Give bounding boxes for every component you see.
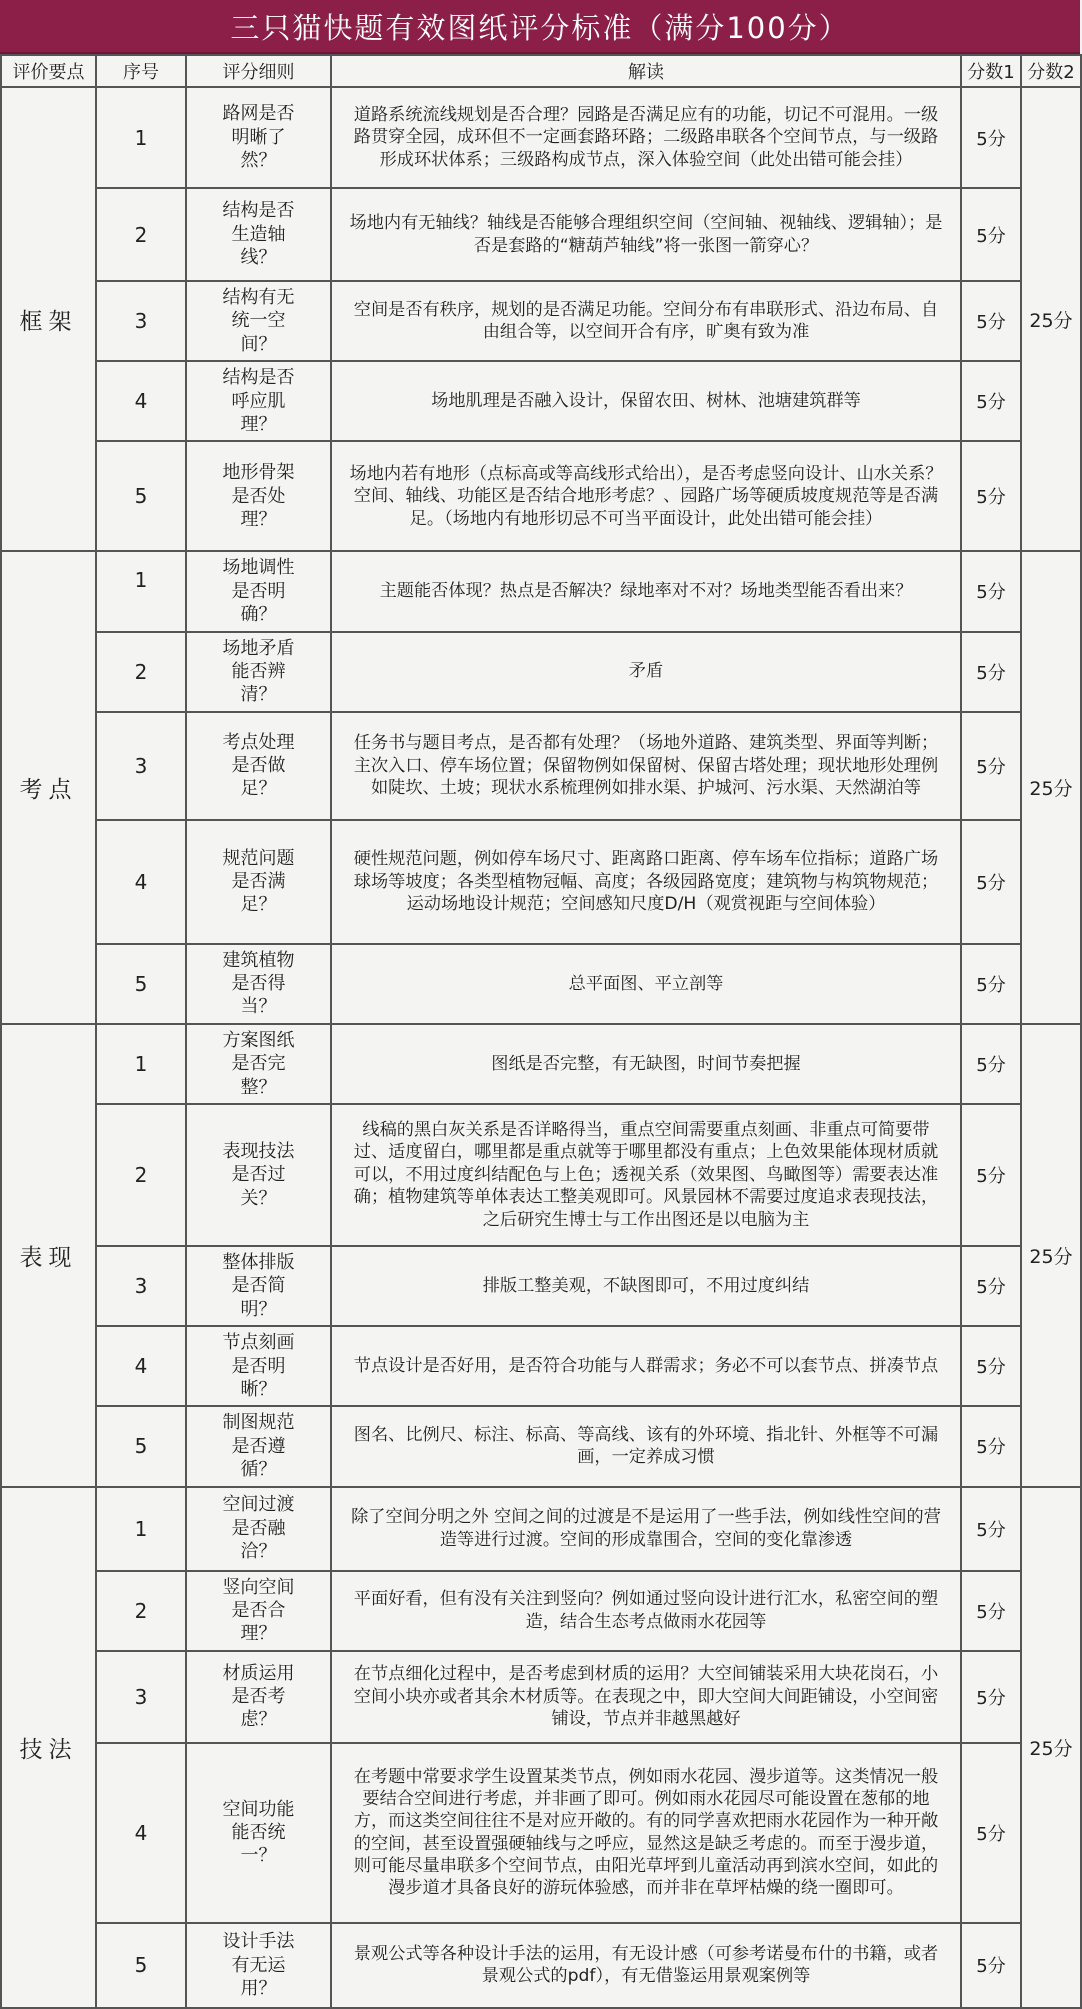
- score-cell: 5分: [961, 188, 1021, 281]
- criterion-cell: 材质运用是否考虑？: [186, 1651, 331, 1743]
- score-cell: 5分: [961, 551, 1021, 631]
- section-total-cell: 25分: [1021, 87, 1081, 551]
- number-cell: 1: [96, 87, 186, 188]
- score-cell: 5分: [961, 1487, 1021, 1571]
- number-cell: 2: [96, 1571, 186, 1651]
- number-cell: 2: [96, 632, 186, 712]
- interpretation-cell: 线稿的黑白灰关系是否详略得当，重点空间需要重点刻画、非重点可简要带过、适度留白，哪里都是重点就等于哪里都没有重点；上色效果能体现材质就可以，不用过度纠结配色与上色；透视关系（效果图、鸟瞰图等）需要表达准确；植物建筑等单体表达工整美观即可。风景园林不需要过度追求表现技法，之后研究生博士与工作出图还是以电脑为主: [331, 1104, 961, 1246]
- table-row: [1, 551, 1081, 631]
- table-row: [1, 1923, 1081, 2008]
- number-cell: 5: [96, 944, 186, 1024]
- number-cell: 1: [96, 1024, 186, 1104]
- criterion-cell: 整体排版是否简明？: [186, 1246, 331, 1326]
- category-cell: 技法: [1, 1487, 96, 2008]
- score-cell: 5分: [961, 1743, 1021, 1923]
- interpretation-cell: 在节点细化过程中，是否考虑到材质的运用？大空间铺装采用大块花岗石，小空间小块亦或者其余木材质等。在表现之中，即大空间大间距铺设，小空间密铺设，节点并非越黑越好: [331, 1651, 961, 1743]
- interpretation-cell: 矛盾: [331, 632, 961, 712]
- scoring-table: [0, 54, 1082, 2009]
- table-row: [1, 1571, 1081, 1651]
- section-total-cell: 25分: [1021, 551, 1081, 1024]
- table-row: [1, 281, 1081, 361]
- interpretation-cell: 排版工整美观，不缺图即可，不用过度纠结: [331, 1246, 961, 1326]
- number-cell: 3: [96, 1246, 186, 1326]
- table-row: [1, 1487, 1081, 1571]
- table-row: [1, 87, 1081, 188]
- criterion-cell: 方案图纸是否完整？: [186, 1024, 331, 1104]
- criterion-cell: 结构是否呼应肌理？: [186, 361, 331, 441]
- criterion-cell: 竖向空间是否合理？: [186, 1571, 331, 1651]
- table-row: [1, 441, 1081, 551]
- number-cell: 3: [96, 712, 186, 820]
- header-row: [1, 55, 1081, 87]
- header-score2: 分数2: [1021, 55, 1081, 87]
- score-cell: 5分: [961, 1326, 1021, 1406]
- table-row: [1, 944, 1081, 1024]
- number-cell: 1: [96, 1487, 186, 1571]
- table-row: [1, 1024, 1081, 1104]
- table-body: [1, 87, 1081, 2008]
- score-cell: 5分: [961, 1571, 1021, 1651]
- interpretation-cell: 除了空间分明之外 空间之间的过渡是不是运用了一些手法，例如线性空间的营造等进行过渡。空间的形成靠围合，空间的变化靠渗透: [331, 1487, 961, 1571]
- number-cell: 3: [96, 281, 186, 361]
- category-cell: 表现: [1, 1024, 96, 1487]
- interpretation-cell: 图名、比例尺、标注、标高、等高线、该有的外环境、指北针、外框等不可漏画，一定养成习惯: [331, 1406, 961, 1486]
- table-row: [1, 712, 1081, 820]
- category-cell: 考点: [1, 551, 96, 1024]
- header-interpretation: 解读: [331, 55, 961, 87]
- table-row: [1, 1651, 1081, 1743]
- criterion-cell: 结构是否生造轴线？: [186, 188, 331, 281]
- interpretation-cell: 硬性规范问题，例如停车场尺寸、距离路口距离、停车场车位指标；道路广场球场等坡度；各类型植物冠幅、高度；各级园路宽度；建筑物与构筑物规范；运动场地设计规范；空间感知尺度D/H（观赏视距与空间体验）: [331, 820, 961, 944]
- interpretation-cell: 场地内有无轴线？轴线是否能够合理组织空间（空间轴、视轴线、逻辑轴）；是否是套路的“糖葫芦轴线”将一张图一箭穿心？: [331, 188, 961, 281]
- table-row: [1, 188, 1081, 281]
- score-cell: 5分: [961, 1651, 1021, 1743]
- criterion-cell: 场地调性是否明确？: [186, 551, 331, 631]
- interpretation-cell: 景观公式等各种设计手法的运用，有无设计感（可参考诺曼布什的书籍，或者景观公式的pdf），有无借鉴运用景观案例等: [331, 1923, 961, 2008]
- number-cell: 3: [96, 1651, 186, 1743]
- score-cell: 5分: [961, 632, 1021, 712]
- interpretation-cell: 道路系统流线规划是否合理？园路是否满足应有的功能，切记不可混用。一级路贯穿全园，成环但不一定画套路环路；二级路串联各个空间节点，与一级路形成环状体系；三级路构成节点，深入体验空间（此处出错可能会挂）: [331, 87, 961, 188]
- interpretation-cell: 平面好看，但有没有关注到竖向？例如通过竖向设计进行汇水，私密空间的塑造，结合生态考点做雨水花园等: [331, 1571, 961, 1651]
- score-cell: 5分: [961, 281, 1021, 361]
- table-row: [1, 1406, 1081, 1486]
- table-row: [1, 1743, 1081, 1923]
- interpretation-cell: 空间是否有秩序，规划的是否满足功能。空间分布有串联形式、沿边布局、自由组合等，以空间开合有序，旷奥有致为准: [331, 281, 961, 361]
- criterion-cell: 建筑植物是否得当？: [186, 944, 331, 1024]
- criterion-cell: 规范问题是否满足？: [186, 820, 331, 944]
- page-title: 三只猫快题有效图纸评分标准（满分100分）: [230, 10, 850, 45]
- interpretation-cell: 总平面图、平立剖等: [331, 944, 961, 1024]
- number-cell: 1: [96, 551, 186, 631]
- score-cell: 5分: [961, 87, 1021, 188]
- number-cell: 4: [96, 820, 186, 944]
- number-cell: 4: [96, 1326, 186, 1406]
- interpretation-cell: 在考题中常要求学生设置某类节点，例如雨水花园、漫步道等。这类情况一般要结合空间进行考虑，并非画了即可。例如雨水花园尽可能设置在葱郁的地方，而这类空间往往不是对应开敞的。有的同学喜欢把雨水花园作为一种开敞的空间，甚至设置强硬轴线与之呼应，显然这是缺乏考虑的。而至于漫步道，则可能尽量串联多个空间节点，由阳光草坪到儿童活动再到滨水空间，如此的漫步道才具备良好的游玩体验感，而并非在草坪枯燥的绕一圈即可。: [331, 1743, 961, 1923]
- score-cell: 5分: [961, 1104, 1021, 1246]
- table-row: [1, 632, 1081, 712]
- score-cell: 5分: [961, 820, 1021, 944]
- score-cell: 5分: [961, 441, 1021, 551]
- number-cell: 4: [96, 1743, 186, 1923]
- score-cell: 5分: [961, 1246, 1021, 1326]
- header-criterion: 评分细则: [186, 55, 331, 87]
- header-number: 序号: [96, 55, 186, 87]
- score-cell: 5分: [961, 1406, 1021, 1486]
- table-row: [1, 361, 1081, 441]
- table-row: [1, 1104, 1081, 1246]
- interpretation-cell: 节点设计是否好用，是否符合功能与人群需求；务必不可以套节点、拼凑节点: [331, 1326, 961, 1406]
- criterion-cell: 节点刻画是否明晰？: [186, 1326, 331, 1406]
- category-cell: 框架: [1, 87, 96, 551]
- header-category: 评价要点: [1, 55, 96, 87]
- criterion-cell: 空间功能能否统一？: [186, 1743, 331, 1923]
- number-cell: 5: [96, 1406, 186, 1486]
- criterion-cell: 场地矛盾能否辨清？: [186, 632, 331, 712]
- number-cell: 4: [96, 361, 186, 441]
- table-row: [1, 820, 1081, 944]
- number-cell: 2: [96, 188, 186, 281]
- criterion-cell: 设计手法有无运用？: [186, 1923, 331, 2008]
- number-cell: 5: [96, 441, 186, 551]
- criterion-cell: 考点处理是否做足？: [186, 712, 331, 820]
- number-cell: 5: [96, 1923, 186, 2008]
- title-bar: [0, 0, 1080, 54]
- header-score1: 分数1: [961, 55, 1021, 87]
- table-row: [1, 1326, 1081, 1406]
- interpretation-cell: 场地内若有地形（点标高或等高线形式给出），是否考虑竖向设计、山水关系？空间、轴线、功能区是否结合地形考虑？、园路广场等硬质坡度规范等是否满足。（场地内有地形切忌不可当平面设计，此处出错可能会挂）: [331, 441, 961, 551]
- number-cell: 2: [96, 1104, 186, 1246]
- interpretation-cell: 任务书与题目考点，是否都有处理？（场地外道路、建筑类型、界面等判断；主次入口、停车场位置；保留物例如保留树、保留古塔处理；现状地形处理例如陡坎、土坡；现状水系梳理例如排水渠、护城河、污水渠、天然湖泊等: [331, 712, 961, 820]
- score-cell: 5分: [961, 361, 1021, 441]
- score-cell: 5分: [961, 1024, 1021, 1104]
- score-cell: 5分: [961, 712, 1021, 820]
- section-total-cell: 25分: [1021, 1024, 1081, 1487]
- table-row: [1, 1246, 1081, 1326]
- interpretation-cell: 场地肌理是否融入设计，保留农田、树林、池塘建筑群等: [331, 361, 961, 441]
- criterion-cell: 结构有无统一空间？: [186, 281, 331, 361]
- interpretation-cell: 图纸是否完整，有无缺图，时间节奏把握: [331, 1024, 961, 1104]
- section-total-cell: 25分: [1021, 1487, 1081, 2008]
- score-cell: 5分: [961, 944, 1021, 1024]
- criterion-cell: 表现技法是否过关？: [186, 1104, 331, 1246]
- criterion-cell: 空间过渡是否融洽？: [186, 1487, 331, 1571]
- criterion-cell: 制图规范是否遵循？: [186, 1406, 331, 1486]
- criterion-cell: 路网是否明晰了然？: [186, 87, 331, 188]
- interpretation-cell: 主题能否体现？热点是否解决？绿地率对不对？场地类型能否看出来？: [331, 551, 961, 631]
- criterion-cell: 地形骨架是否处理？: [186, 441, 331, 551]
- score-cell: 5分: [961, 1923, 1021, 2008]
